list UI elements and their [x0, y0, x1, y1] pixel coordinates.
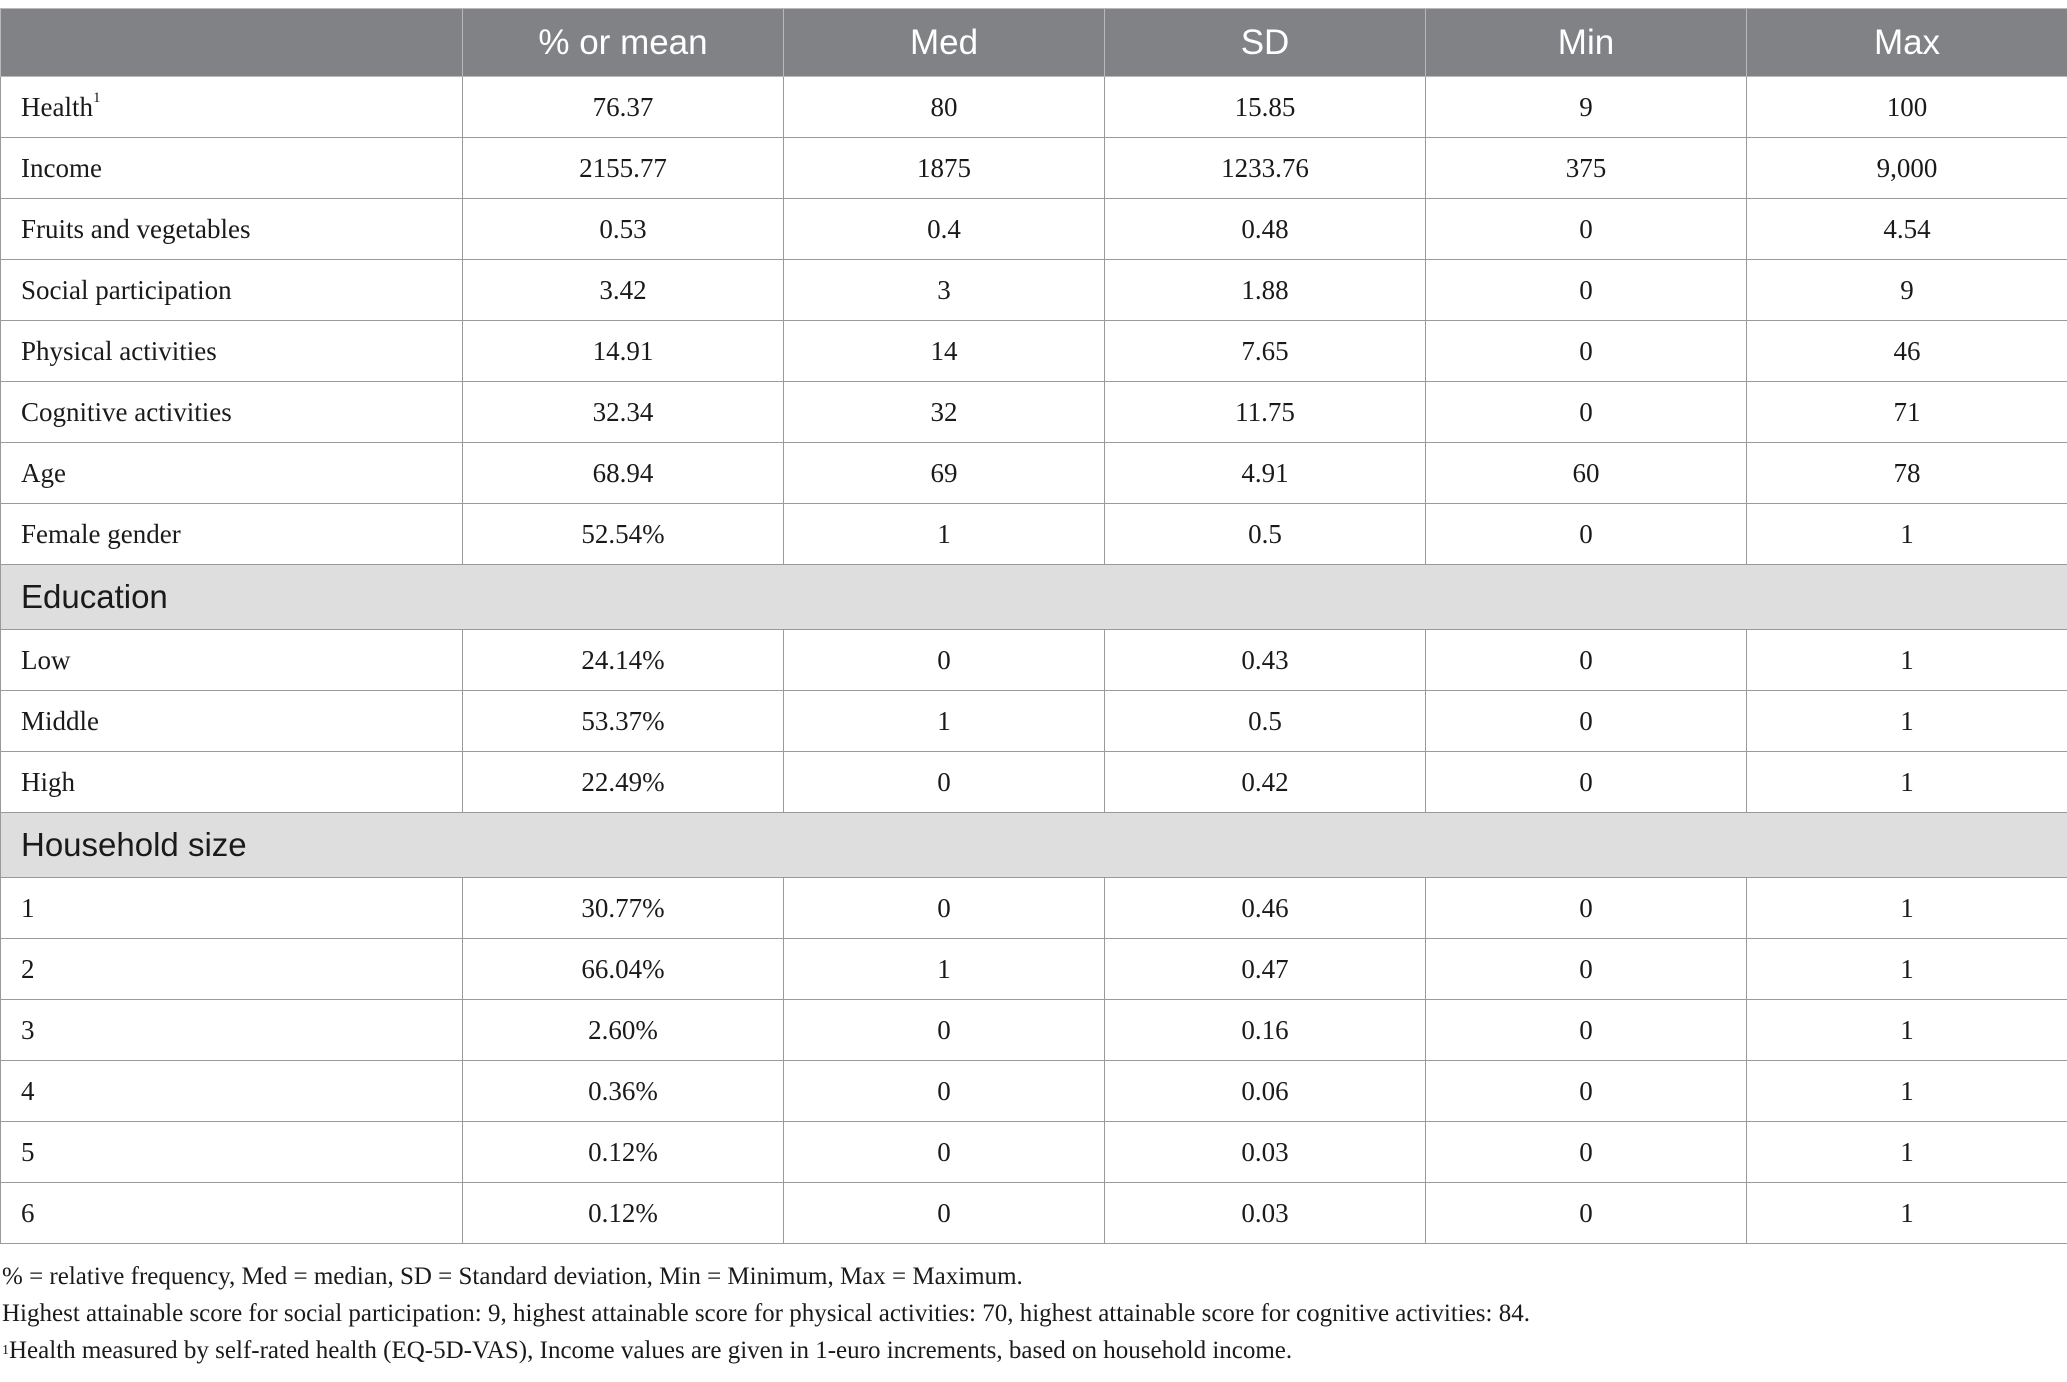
- row-label: Middle: [21, 705, 99, 736]
- row-label-cell: [1, 752, 463, 813]
- table-cell: 14: [784, 321, 1105, 382]
- table-cell: 32.34: [463, 382, 784, 443]
- row-label: 4: [21, 1075, 35, 1106]
- row-label: Income: [21, 152, 102, 183]
- table-cell: 2155.77: [463, 138, 784, 199]
- table-cell: 9: [1747, 260, 2067, 321]
- table-row: [1, 939, 2067, 1000]
- header-cell-median: Med: [784, 9, 1105, 77]
- table-cell: 2.60%: [463, 1000, 784, 1061]
- row-label-cell: [1, 138, 463, 199]
- row-label: 5: [21, 1136, 35, 1167]
- table-cell: 0: [784, 1122, 1105, 1183]
- row-label: Age: [21, 457, 66, 488]
- row-label-cell: [1, 199, 463, 260]
- row-label: Health: [21, 91, 93, 122]
- table-row: [1, 77, 2067, 138]
- table-cell: 60: [1426, 443, 1747, 504]
- table-cell: 71: [1747, 382, 2067, 443]
- row-label: Low: [21, 644, 71, 675]
- table-row: [1, 260, 2067, 321]
- table-cell: 1: [1747, 752, 2067, 813]
- table-row: [1, 504, 2067, 565]
- row-label-cell: [1, 1000, 463, 1061]
- table-cell: 32: [784, 382, 1105, 443]
- table-body: [1, 77, 2067, 1244]
- table-row: [1, 878, 2067, 939]
- table-cell: 0: [1426, 321, 1747, 382]
- table-cell: 0: [1426, 752, 1747, 813]
- row-label-cell: [1, 1183, 463, 1244]
- row-label-cell: [1, 1122, 463, 1183]
- table-cell: 0: [784, 878, 1105, 939]
- row-label-cell: [1, 77, 463, 138]
- table-cell: 14.91: [463, 321, 784, 382]
- table-cell: 0: [1426, 260, 1747, 321]
- section-header-row: [1, 813, 2067, 878]
- footnote-marker: 1: [2, 1343, 9, 1358]
- table-row: [1, 630, 2067, 691]
- table-cell: 80: [784, 77, 1105, 138]
- table-cell: 0.03: [1105, 1183, 1426, 1244]
- table-cell: 0: [784, 1061, 1105, 1122]
- table-cell: 1: [1747, 939, 2067, 1000]
- row-label-cell: [1, 443, 463, 504]
- row-label-cell: [1, 939, 463, 1000]
- table-cell: 3.42: [463, 260, 784, 321]
- table-cell: 9,000: [1747, 138, 2067, 199]
- table-cell: 1: [1747, 630, 2067, 691]
- table-cell: 0.12%: [463, 1183, 784, 1244]
- table-cell: 9: [1426, 77, 1747, 138]
- table-cell: 1875: [784, 138, 1105, 199]
- table-cell: 15.85: [1105, 77, 1426, 138]
- table-cell: 1: [784, 504, 1105, 565]
- table-cell: 66.04%: [463, 939, 784, 1000]
- table-cell: 4.54: [1747, 199, 2067, 260]
- table-cell: 0: [1426, 939, 1747, 1000]
- table-cell: 69: [784, 443, 1105, 504]
- table-cell: 30.77%: [463, 878, 784, 939]
- table-cell: 0.5: [1105, 504, 1426, 565]
- footnote-health-income: [2, 1332, 2067, 1369]
- header-cell-sd: SD: [1105, 9, 1426, 77]
- table-cell: 1: [1747, 504, 2067, 565]
- row-label: 3: [21, 1014, 35, 1045]
- table-cell: 0: [784, 630, 1105, 691]
- table-cell: 68.94: [463, 443, 784, 504]
- table-cell: 1: [784, 939, 1105, 1000]
- table-footnotes: [0, 1258, 2067, 1369]
- table-header-row: [1, 9, 2067, 77]
- table-cell: 0: [784, 1000, 1105, 1061]
- row-label-cell: [1, 321, 463, 382]
- section-header-row: [1, 565, 2067, 630]
- table-cell: 11.75: [1105, 382, 1426, 443]
- row-label-cell: [1, 691, 463, 752]
- row-label: Social participation: [21, 274, 232, 305]
- table-row: [1, 199, 2067, 260]
- table-cell: 24.14%: [463, 630, 784, 691]
- table-cell: 0.36%: [463, 1061, 784, 1122]
- row-label: Female gender: [21, 518, 181, 549]
- table-cell: 78: [1747, 443, 2067, 504]
- table-row: [1, 1122, 2067, 1183]
- table-row: [1, 1061, 2067, 1122]
- table-cell: 1233.76: [1105, 138, 1426, 199]
- table-cell: 0: [1426, 1183, 1747, 1244]
- row-label-cell: [1, 878, 463, 939]
- table-cell: 0: [784, 752, 1105, 813]
- table-row: [1, 138, 2067, 199]
- table-cell: 7.65: [1105, 321, 1426, 382]
- table-cell: 0.03: [1105, 1122, 1426, 1183]
- table-cell: 1: [784, 691, 1105, 752]
- table-cell: 0: [1426, 504, 1747, 565]
- table-cell: 0.43: [1105, 630, 1426, 691]
- table-container: [0, 8, 2067, 1369]
- row-label: 1: [21, 892, 35, 923]
- table-cell: 22.49%: [463, 752, 784, 813]
- table-cell: 0.06: [1105, 1061, 1426, 1122]
- section-header-label: Education: [1, 565, 2067, 630]
- table-cell: 100: [1747, 77, 2067, 138]
- row-label: 2: [21, 953, 35, 984]
- table-row: [1, 1183, 2067, 1244]
- table-row: [1, 691, 2067, 752]
- header-cell-variable: [1, 9, 463, 77]
- table-cell: 0.16: [1105, 1000, 1426, 1061]
- row-label-cell: [1, 1061, 463, 1122]
- table-cell: 1: [1747, 1000, 2067, 1061]
- table-cell: 1.88: [1105, 260, 1426, 321]
- table-cell: 4.91: [1105, 443, 1426, 504]
- table-cell: 1: [1747, 1122, 2067, 1183]
- table-cell: 76.37: [463, 77, 784, 138]
- table-cell: 0: [1426, 630, 1747, 691]
- table-cell: 52.54%: [463, 504, 784, 565]
- row-label: High: [21, 766, 75, 797]
- table-cell: 1: [1747, 691, 2067, 752]
- row-label: 6: [21, 1197, 35, 1228]
- table-cell: 0: [1426, 878, 1747, 939]
- header-cell-mean: % or mean: [463, 9, 784, 77]
- row-label: Physical activities: [21, 335, 217, 366]
- row-label-footnote-marker: 1: [92, 89, 101, 106]
- table-cell: 1: [1747, 878, 2067, 939]
- table-cell: 53.37%: [463, 691, 784, 752]
- table-cell: 0.48: [1105, 199, 1426, 260]
- table-cell: 3: [784, 260, 1105, 321]
- descriptive-statistics-table: [0, 8, 2067, 1244]
- table-cell: 1: [1747, 1183, 2067, 1244]
- header-cell-max: Max: [1747, 9, 2067, 77]
- table-row: [1, 382, 2067, 443]
- table-row: [1, 752, 2067, 813]
- row-label-cell: [1, 504, 463, 565]
- table-cell: 0: [1426, 1061, 1747, 1122]
- table-row: [1, 443, 2067, 504]
- table-cell: 0: [1426, 382, 1747, 443]
- row-label: Cognitive activities: [21, 396, 232, 427]
- table-cell: 0.12%: [463, 1122, 784, 1183]
- table-row: [1, 1000, 2067, 1061]
- row-label-cell: [1, 260, 463, 321]
- table-cell: 0.46: [1105, 878, 1426, 939]
- footnote-health-income-text: Health measured by self-rated health (EQ-5D-VAS), Income values are given in 1-euro increments, based on household income.: [9, 1337, 1293, 1364]
- footnote-score-range: Highest attainable score for social participation: 9, highest attainable score for physical activities: 70, highest attainable score for cognitive activities: 84.: [2, 1300, 1530, 1327]
- table-cell: 1: [1747, 1061, 2067, 1122]
- table-row: [1, 321, 2067, 382]
- row-label: Fruits and vegetables: [21, 213, 251, 244]
- section-header-label: Household size: [1, 813, 2067, 878]
- row-label-cell: [1, 630, 463, 691]
- table-cell: 46: [1747, 321, 2067, 382]
- table-cell: 0.53: [463, 199, 784, 260]
- table-cell: 0.5: [1105, 691, 1426, 752]
- table-cell: 0: [1426, 199, 1747, 260]
- table-cell: 0: [1426, 1122, 1747, 1183]
- row-label-cell: [1, 382, 463, 443]
- header-cell-min: Min: [1426, 9, 1747, 77]
- table-cell: 375: [1426, 138, 1747, 199]
- table-cell: 0.4: [784, 199, 1105, 260]
- table-cell: 0: [784, 1183, 1105, 1244]
- table-cell: 0: [1426, 691, 1747, 752]
- table-cell: 0.47: [1105, 939, 1426, 1000]
- footnote-abbreviations: % = relative frequency, Med = median, SD = Standard deviation, Min = Minimum, Max = Maximum.: [2, 1263, 1023, 1290]
- table-cell: 0: [1426, 1000, 1747, 1061]
- table-cell: 0.42: [1105, 752, 1426, 813]
